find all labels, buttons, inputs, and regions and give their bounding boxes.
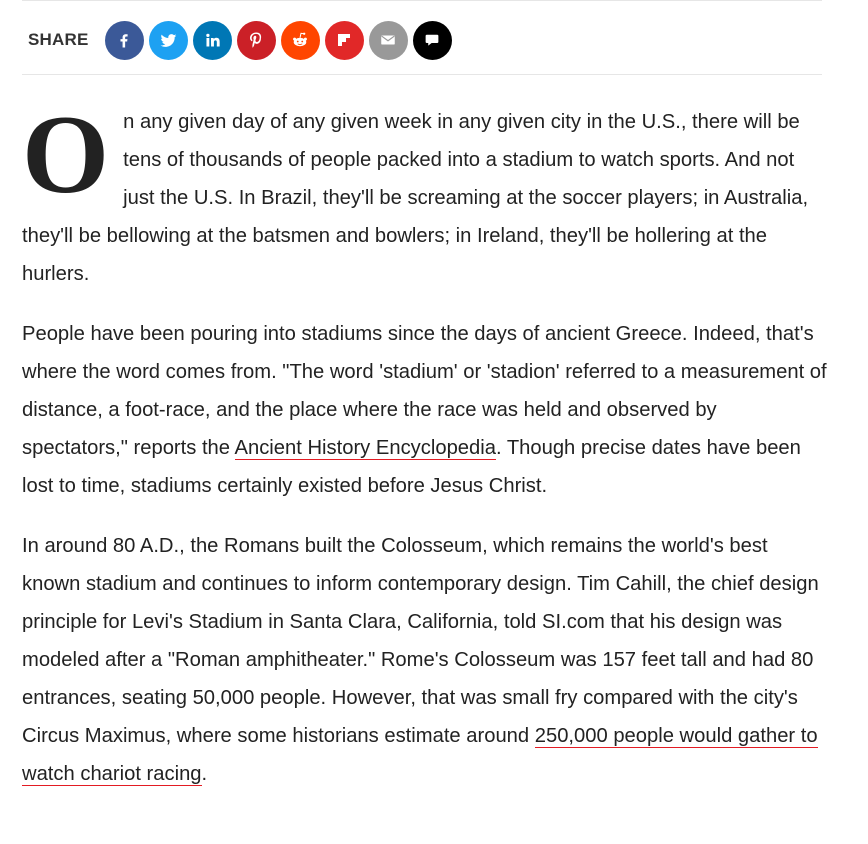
paragraph-2-text-end: . Though precise dates have been lost to time, stadiums certainly existed before Jesus Christ. — [22, 437, 801, 497]
paragraph-2 — [22, 315, 828, 505]
reddit-icon — [290, 30, 310, 50]
paragraph-1-text: n any given day of any given week in any given city in the U.S., there will be tens of thousands of people packed into a stadium to watch sports. And not just the U.S. In Brazil, they'll be screaming at the soccer players; in Australia, they'll be bellowing at the batsmen and bowlers; in Ireland, they'll be hollering at the hurlers. — [22, 111, 809, 285]
article-body — [22, 93, 828, 815]
pinterest-share-button[interactable] — [237, 21, 276, 60]
paragraph-1 — [22, 93, 828, 293]
paragraph-3-text-end: . — [201, 763, 208, 785]
linkedin-icon — [204, 32, 221, 49]
comment-share-button[interactable] — [413, 21, 452, 60]
flipboard-icon — [335, 31, 353, 49]
pinterest-icon — [247, 31, 265, 49]
email-share-button[interactable] — [369, 21, 408, 60]
share-bar — [28, 20, 457, 60]
ancient-history-encyclopedia-link[interactable]: Ancient History Encyclopedia — [234, 437, 496, 459]
top-divider — [22, 0, 822, 1]
flipboard-share-button[interactable] — [325, 21, 364, 60]
paragraph-2-text-start: People have been pouring into stadiums since the days of ancient Greece. Indeed, that's where the word comes from. "The word 'stadium' or 'stadion' referred to a measurement of distance, a foot-race, and the place where the race was held and observed by spectators," reports the — [22, 323, 827, 459]
comment-icon — [423, 31, 441, 49]
linkedin-share-button[interactable] — [193, 21, 232, 60]
paragraph-3-text-start: In around 80 A.D., the Romans built the Colosseum, which remains the world's best known stadium and continues to inform contemporary design. Tim Cahill, the chief design principle for Levi's Stadium in Santa Clara, California, told SI.com that his design was modeled after a "Roman amphitheater." Rome's Colosseum was 157 feet tall and had 80 entrances, seating 50,000 people. However, that was small fry compared with the city's Circus Maximus, where some historians estimate around — [22, 535, 819, 747]
twitter-share-button[interactable] — [149, 21, 188, 60]
paragraph-3 — [22, 527, 828, 793]
twitter-icon — [159, 31, 178, 50]
chariot-racing-link[interactable]: 250,000 people would gather to watch chariot racing — [22, 725, 818, 785]
facebook-icon — [115, 31, 133, 49]
reddit-share-button[interactable] — [281, 21, 320, 60]
share-divider — [22, 74, 822, 75]
facebook-share-button[interactable] — [105, 21, 144, 60]
drop-cap: O — [22, 93, 110, 217]
email-icon — [379, 31, 397, 49]
share-label: SHARE — [28, 30, 89, 49]
